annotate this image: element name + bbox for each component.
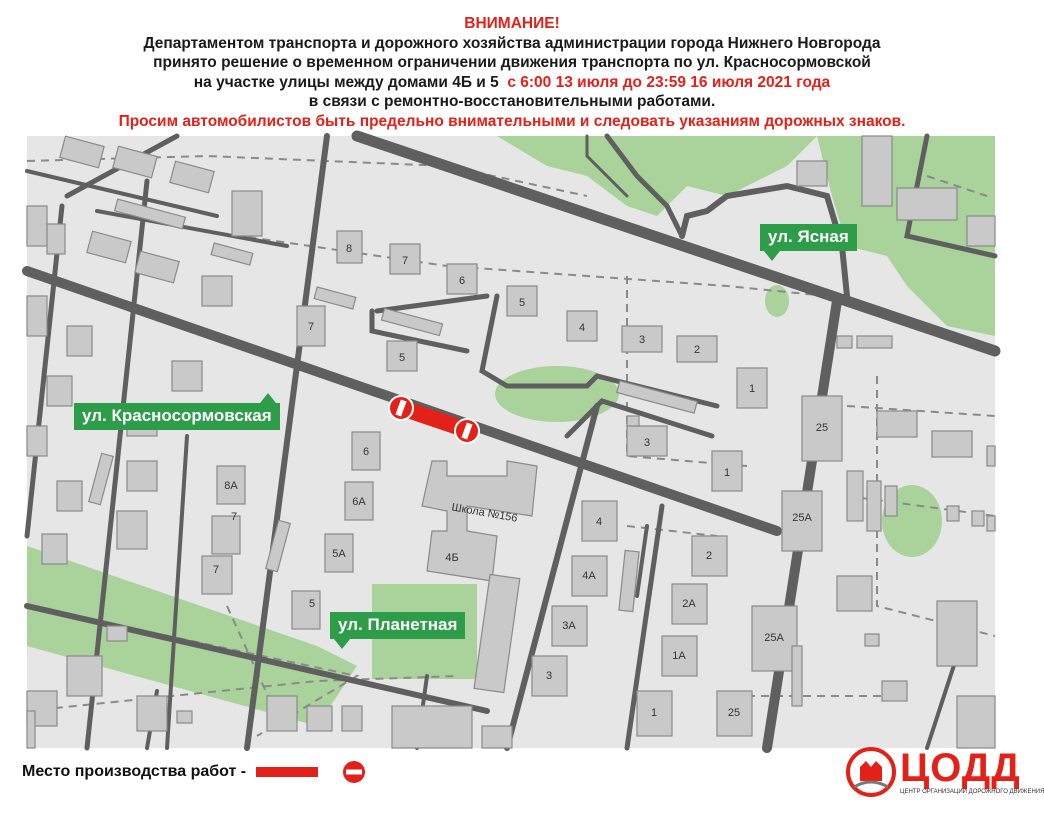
house-number: 4А (582, 570, 596, 582)
label-pointer (764, 251, 780, 261)
house-number: 1А (672, 650, 686, 662)
notice-line-3-dates: с 6:00 13 июля до 23:59 16 июля 2021 года (507, 73, 831, 91)
house-number: 6 (458, 275, 466, 287)
notice-line-5: Просим автомобилистов быть предельно внимательными и следовать указаниям дорожных знаков. (118, 112, 906, 130)
label-krasnosormovskaya (74, 403, 280, 430)
house-number: 8А (224, 480, 238, 492)
notice-line-1: Департаментом транспорта и дорожного хозяйства администрации города Нижнего Новгорода (143, 34, 881, 52)
house-number: 4 (595, 516, 603, 528)
label-krasnosormovskaya-text: ул. Красносормовская (82, 406, 272, 425)
house-number: 25А (764, 632, 784, 644)
house-number: 7 (401, 255, 409, 267)
house-number: 4 (578, 322, 586, 334)
label-yasnaya-text: ул. Ясная (768, 227, 849, 246)
house-number: 1 (748, 383, 756, 395)
house-number: 2 (693, 344, 701, 356)
house-number: 8 (345, 243, 353, 255)
label-pointer (260, 393, 276, 403)
map-legend (22, 760, 366, 784)
house-number: 7 (307, 321, 315, 333)
house-number: 5А (332, 548, 346, 560)
house-number: 5 (308, 598, 316, 610)
legend-label: Место производства работ - (22, 763, 247, 780)
notice-line-2: принято решение о временном ограничении движения транспорта по ул. Красносормовской (153, 54, 871, 71)
label-planetnaya (330, 612, 465, 639)
codd-logo-name: ЦОДД (900, 746, 1021, 790)
label-yasnaya (760, 224, 857, 251)
house-number: 25 (727, 707, 741, 719)
house-number: 4Б (445, 552, 459, 564)
label-pointer (334, 639, 350, 649)
no-entry-sign-icon (342, 760, 366, 784)
school-label: Школа №156 (450, 501, 519, 525)
house-number: 1 (723, 467, 731, 479)
house-number: 3А (562, 620, 576, 632)
codd-logo (846, 745, 1044, 801)
codd-emblem-icon (846, 747, 896, 797)
house-number: 25А (792, 512, 812, 524)
notice-line-3 (0, 73, 1024, 93)
house-number: 7 (212, 564, 220, 576)
notice-header (0, 14, 1024, 131)
house-number: 3 (545, 670, 553, 682)
no-entry-sign-left (389, 396, 413, 420)
house-number: 25 (815, 422, 829, 434)
house-number: 2А (682, 598, 696, 610)
house-number: 2 (705, 550, 713, 562)
legend-work-zone-bar (256, 767, 318, 777)
notice-title: ВНИМАНИЕ! (464, 15, 560, 32)
house-number: 3 (643, 437, 651, 449)
house-number: 5 (398, 352, 406, 364)
house-number: 3 (638, 334, 646, 346)
house-number: 1 (650, 707, 658, 719)
house-number: 6 (362, 446, 370, 458)
no-entry-sign-right (455, 419, 479, 443)
notice-line-3-black: на участке улицы между домами 4Б и 5 (193, 73, 499, 91)
house-number: 7 (230, 511, 238, 523)
notice-line-4: в связи с ремонтно-восстановительными работами. (308, 93, 716, 110)
codd-logo-subtitle: ЦЕНТР ОРГАНИЗАЦИИ ДОРОЖНОГО ДВИЖЕНИЯ (900, 789, 1044, 795)
house-number: 5 (518, 297, 526, 309)
label-planetnaya-text: ул. Планетная (338, 615, 458, 634)
street-map[interactable] (27, 136, 995, 748)
house-number: 6А (352, 496, 366, 508)
